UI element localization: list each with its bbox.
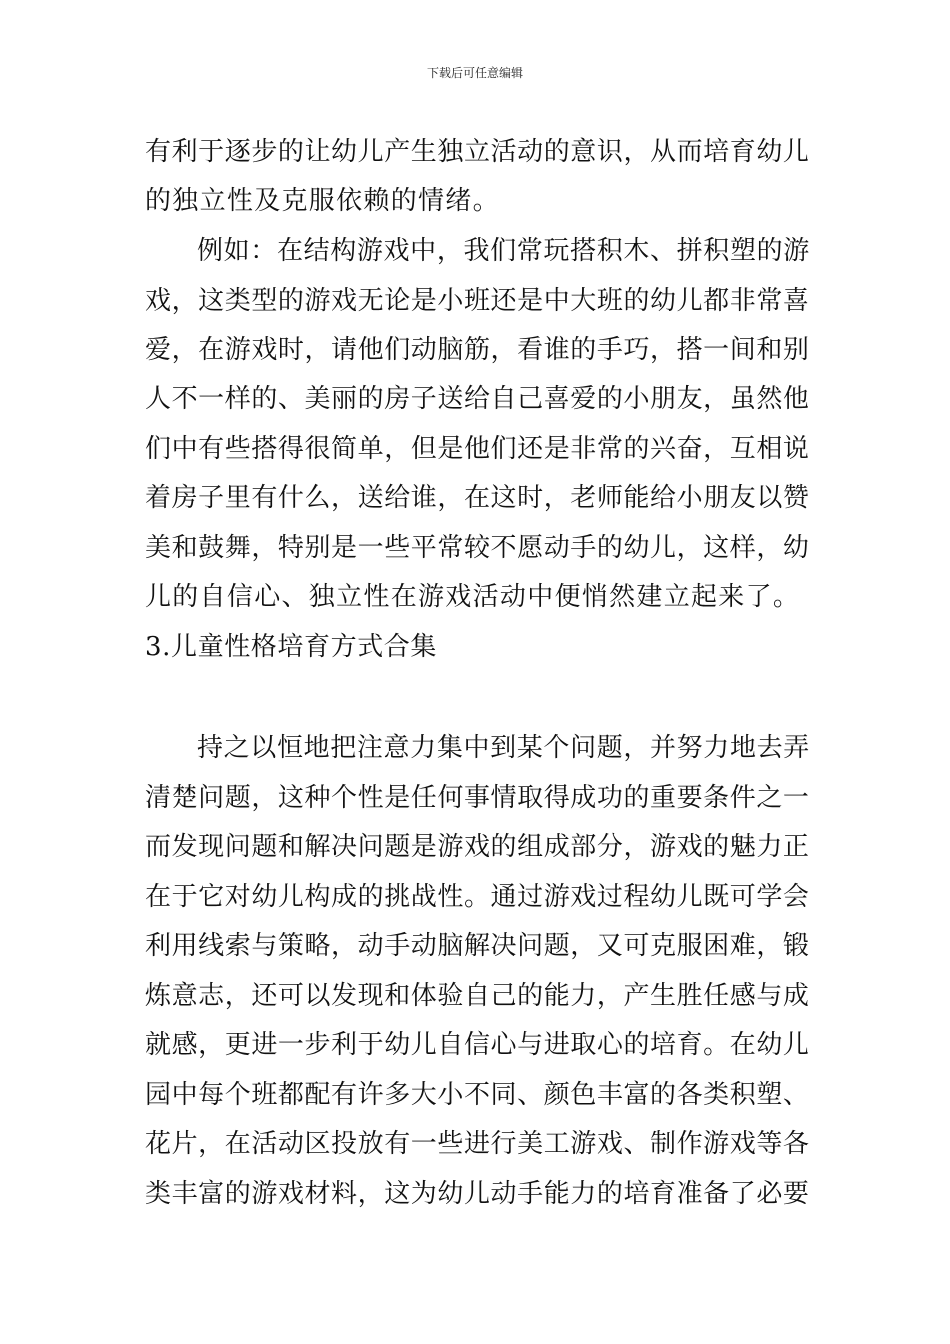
page-header: 下载后可任意编辑 — [426, 66, 523, 80]
section-heading: 3.儿童性格培育方式合集 — [145, 632, 438, 662]
text-line: 例如：在结构游戏中，我们常玩搭积木、拼积塑的游 — [197, 236, 810, 266]
text-line: 类丰富的游戏材料，这为幼儿动手能力的培育准备了必要 — [145, 1179, 810, 1209]
text-line: 园中每个班都配有许多大小不同、颜色丰富的各类积塑、 — [145, 1080, 810, 1110]
text-line: 儿的自信心、独立性在游戏活动中便悄然建立起来了。 — [145, 582, 801, 612]
text-line: 花片，在活动区投放有一些进行美工游戏、制作游戏等各 — [145, 1129, 810, 1159]
text-line: 有利于逐步的让幼儿产生独立活动的意识，从而培育幼儿 — [145, 137, 810, 167]
text-line: 们中有些搭得很简单，但是他们还是非常的兴奋，互相说 — [145, 434, 810, 464]
text-line: 戏，这类型的游戏无论是小班还是中大班的幼儿都非常喜 — [145, 286, 810, 316]
text-line: 就感，更进一步利于幼儿自信心与进取心的培育。在幼儿 — [145, 1030, 810, 1060]
text-line: 炼意志，还可以发现和体验自己的能力，产生胜任感与成 — [145, 981, 810, 1011]
text-line: 持之以恒地把注意力集中到某个问题，并努力地去弄 — [197, 733, 810, 763]
text-line: 的独立性及克服依赖的情绪。 — [145, 186, 500, 216]
text-line: 利用线索与策略，动手动脑解决问题，又可克服困难，锻 — [145, 931, 810, 961]
text-line: 而发现问题和解决问题是游戏的组成部分，游戏的魅力正 — [145, 832, 810, 862]
text-line: 清楚问题，这种个性是任何事情取得成功的重要条件之一 — [145, 783, 810, 813]
text-line: 在于它对幼儿构成的挑战性。通过游戏过程幼儿既可学会 — [145, 882, 810, 912]
text-line: 爱，在游戏时，请他们动脑筋，看谁的手巧，搭一间和别 — [145, 335, 810, 365]
text-line: 人不一样的、美丽的房子送给自己喜爱的小朋友，虽然他 — [145, 384, 810, 414]
text-line: 美和鼓舞，特别是一些平常较不愿动手的幼儿，这样，幼 — [145, 533, 810, 563]
text-line: 着房子里有什么，送给谁，在这时，老师能给小朋友以赞 — [145, 483, 810, 513]
